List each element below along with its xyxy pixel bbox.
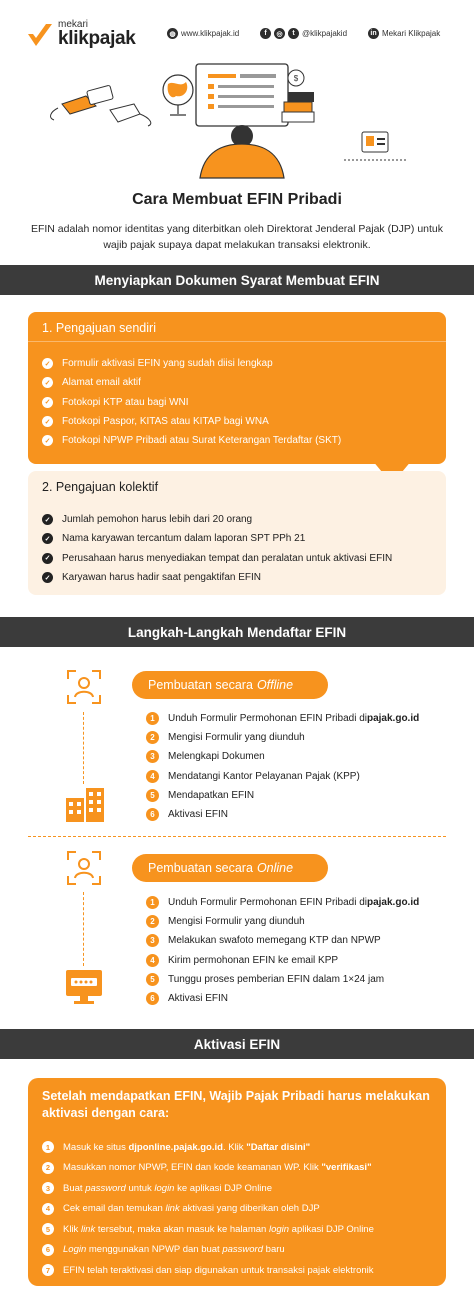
collective-requirement-text: Jumlah pemohon harus lebih dari 20 orang	[62, 514, 253, 526]
checkmark-icon: ✓	[42, 416, 53, 427]
activation-step-fragment: "Daftar disini"	[246, 1141, 311, 1153]
step-number-badge: 3	[146, 934, 159, 947]
step-number-badge: 6	[42, 1244, 54, 1256]
activation-box	[28, 1078, 446, 1286]
activation-step-fragment: tersebut, maka akan masuk ke halaman	[95, 1223, 269, 1235]
activation-step-text	[63, 1183, 272, 1194]
activation-step-text	[63, 1224, 374, 1235]
activation-step-fragment: Buat	[63, 1182, 86, 1194]
activation-step-text	[63, 1203, 320, 1214]
activation-step-fragment: link	[80, 1223, 96, 1235]
social-links[interactable]	[260, 28, 347, 39]
offline-step	[146, 728, 419, 747]
person-scan-icon	[66, 669, 102, 705]
online-form-monitor-icon	[64, 968, 104, 1006]
online-step-text: Kirim permohonan EFIN ke email KPP	[168, 954, 339, 966]
activation-step-fragment: ke aplikasi DJP Online	[174, 1182, 272, 1194]
collective-requirement-item	[42, 549, 392, 568]
offline-step	[146, 767, 419, 786]
online-step-text: Mengisi Formulir yang diunduh	[168, 916, 305, 928]
person-illustration-icon	[200, 125, 284, 178]
online-method-pill	[132, 854, 328, 882]
activation-step-fragment: . Klik	[222, 1141, 247, 1153]
individual-requirement-text: Alamat email aktif	[62, 377, 141, 389]
activation-step-fragment: login	[268, 1223, 290, 1235]
individual-requirement-item	[42, 393, 341, 412]
offline-step-text: Aktivasi EFIN	[168, 809, 229, 821]
website-link[interactable]	[167, 28, 239, 39]
online-step-text: Unduh Formulir Permohonan EFIN Pribadi di	[168, 897, 367, 909]
step-number-badge: 5	[146, 789, 159, 802]
collective-requirements-list	[42, 510, 392, 587]
individual-requirement-text: Fotokopi KTP atau bagi WNI	[62, 396, 189, 408]
logo-small-text: mekari	[58, 19, 89, 30]
activation-step-fragment: Klik	[63, 1223, 81, 1235]
activation-step-fragment: Cek email dan temukan	[63, 1203, 166, 1215]
activation-steps-list	[42, 1137, 374, 1281]
facebook-icon: f	[260, 28, 271, 39]
checkmark-icon: ✓	[42, 572, 53, 583]
social-handle-text: @klikpajakid	[302, 29, 348, 38]
id-card-illustration-icon	[344, 132, 408, 160]
step-number-badge: 6	[146, 808, 159, 821]
activation-step	[42, 1137, 374, 1158]
online-step-text: Aktivasi EFIN	[168, 993, 229, 1005]
activation-step-fragment: djponline.pajak.go.id	[128, 1141, 223, 1153]
individual-requirement-item	[42, 431, 341, 450]
offline-pill-mode: Offline	[256, 678, 294, 692]
individual-requirement-item	[42, 373, 341, 392]
step-number-badge: 1	[146, 712, 159, 725]
activation-step-fragment: password	[222, 1244, 264, 1256]
activation-step-text	[63, 1142, 310, 1153]
klikpajak-check-logo-icon	[26, 22, 54, 48]
online-step	[146, 931, 419, 950]
activation-step-fragment: aplikasi DJP Online	[289, 1223, 374, 1235]
online-step	[146, 951, 419, 970]
activation-step-fragment: login	[154, 1182, 175, 1194]
step-number-badge: 1	[146, 896, 159, 909]
offline-step-text: Mendapatkan EFIN	[168, 789, 255, 801]
activation-step-text	[63, 1265, 374, 1276]
offline-step	[146, 786, 419, 805]
online-step	[146, 893, 419, 912]
activation-step	[42, 1260, 374, 1281]
website-text: www.klikpajak.id	[181, 29, 240, 38]
activation-lead: Setelah mendapatkan EFIN, Wajib Pajak Pribadi harus melakukan aktivasi dengan cara:	[42, 1089, 430, 1120]
collective-requirement-text: Perusahaan harus menyediakan tempat dan peralatan untuk aktivasi EFIN	[62, 552, 393, 564]
person-scan-icon	[66, 850, 102, 886]
checkmark-icon: ✓	[42, 514, 53, 525]
instagram-icon: ◎	[274, 28, 285, 39]
checkmark-icon: ✓	[42, 358, 53, 369]
activation-step-fragment: baru	[263, 1244, 285, 1256]
activation-step	[42, 1178, 374, 1199]
section-heading-activation: Aktivasi EFIN	[0, 1029, 474, 1059]
activation-step-fragment: Masukkan nomor NPWP, EFIN dan kode keamanan WP. Klik	[63, 1162, 322, 1174]
individual-requirements-box	[28, 312, 446, 464]
step-number-badge: 2	[42, 1162, 54, 1174]
online-step	[146, 989, 419, 1008]
activation-step-fragment: aktivasi yang diberikan oleh DJP	[179, 1203, 320, 1215]
intro-paragraph: EFIN adalah nomor identitas yang diterbitkan oleh Direktorat Jenderal Pajak (DJP) untuk wajib pajak supaya dapat melakukan transaksi elektronik.	[30, 223, 444, 251]
step-number-badge: 2	[146, 915, 159, 928]
offline-step-text: Mengisi Formulir yang diunduh	[168, 732, 305, 744]
online-connector-line	[83, 892, 84, 966]
step-number-badge: 1	[42, 1141, 54, 1153]
collective-title: 2. Pengajuan kolektif	[42, 480, 159, 494]
online-steps-list	[146, 893, 419, 1008]
globe-icon: ◍	[167, 28, 178, 39]
activation-step-text	[63, 1162, 372, 1173]
activation-step-fragment: EFIN telah teraktivasi dan siap digunakan untuk transaksi pajak elektronik	[63, 1264, 374, 1276]
activation-step-fragment: password	[85, 1182, 126, 1194]
offline-step-link: pajak.go.id	[366, 713, 420, 725]
hands-card-illustration-icon	[51, 85, 151, 126]
activation-step-fragment: untuk	[125, 1182, 155, 1194]
step-number-badge: 3	[42, 1182, 54, 1194]
online-step	[146, 912, 419, 931]
activation-step-fragment: Masuk ke situs	[63, 1141, 129, 1153]
offline-steps-list	[146, 709, 419, 824]
individual-requirement-text: Formulir aktivasi EFIN yang sudah diisi lengkap	[62, 358, 273, 370]
activation-step	[42, 1219, 374, 1240]
section-heading-steps: Langkah-Langkah Mendaftar EFIN	[0, 617, 474, 647]
activation-step-fragment: "verifikasi"	[321, 1162, 372, 1174]
step-number-badge: 4	[146, 954, 159, 967]
checkmark-icon: ✓	[42, 377, 53, 388]
step-number-badge: 5	[42, 1223, 54, 1235]
individual-requirement-item	[42, 354, 341, 373]
step-number-badge: 7	[42, 1264, 54, 1276]
linkedin-link[interactable]	[368, 28, 440, 39]
checkmark-icon: ✓	[42, 553, 53, 564]
activation-step-fragment: Login	[63, 1244, 87, 1256]
individual-requirement-text: Fotokopi NPWP Pribadi atau Surat Keterangan Terdaftar (SKT)	[62, 435, 342, 447]
twitter-icon: t	[288, 28, 299, 39]
globe-illustration-icon	[163, 75, 193, 115]
offline-step	[146, 709, 419, 728]
individual-requirements-list	[42, 354, 341, 450]
activation-step-fragment: link	[165, 1203, 180, 1215]
online-step-link: pajak.go.id	[366, 897, 420, 909]
collective-requirement-item	[42, 510, 392, 529]
activation-step-text	[63, 1244, 285, 1255]
checkmark-icon: ✓	[42, 397, 53, 408]
step-number-badge: 5	[146, 973, 159, 986]
step-number-badge: 4	[146, 770, 159, 783]
step-number-badge: 6	[146, 992, 159, 1005]
step-number-badge: 4	[42, 1203, 54, 1215]
offline-step-text: Unduh Formulir Permohonan EFIN Pribadi di	[168, 713, 367, 725]
checkmark-icon: ✓	[42, 533, 53, 544]
online-pill-mode: Online	[256, 861, 294, 875]
individual-requirement-text: Fotokopi Paspor, KITAS atau KITAP bagi WNA	[62, 416, 269, 428]
header	[0, 0, 474, 62]
online-step	[146, 970, 419, 989]
collective-requirement-text: Karyawan harus hadir saat pengaktifan EFIN	[62, 572, 261, 584]
activation-step	[42, 1240, 374, 1261]
activation-step-fragment: menggunakan NPWP dan buat	[86, 1244, 223, 1256]
office-building-icon	[64, 786, 106, 824]
activation-step	[42, 1199, 374, 1220]
collective-requirements-box	[28, 471, 446, 595]
collective-requirement-item	[42, 568, 392, 587]
offline-method-pill	[132, 671, 328, 699]
activation-step	[42, 1158, 374, 1179]
online-pill-prefix: Pembuatan secara	[148, 861, 253, 875]
offline-connector-line	[83, 712, 84, 784]
hero-illustration	[0, 60, 474, 180]
section-divider-dashed	[28, 836, 446, 837]
logo-wordmark: klikpajak	[58, 28, 136, 49]
checkmark-icon: ✓	[42, 435, 53, 446]
svg-text:$: $	[293, 74, 299, 83]
offline-step	[146, 747, 419, 766]
section-heading-documents: Menyiapkan Dokumen Syarat Membuat EFIN	[0, 265, 474, 295]
offline-step-text: Mendatangi Kantor Pelayanan Pajak (KPP)	[168, 770, 360, 782]
collective-requirement-item	[42, 529, 392, 548]
individual-requirement-item	[42, 412, 341, 431]
offline-step-text: Melengkapi Dokumen	[168, 751, 265, 763]
online-step-text: Melakukan swafoto memegang KTP dan NPWP	[168, 935, 381, 947]
step-number-badge: 2	[146, 731, 159, 744]
offline-pill-prefix: Pembuatan secara	[148, 678, 253, 692]
linkedin-text: Mekari Klikpajak	[382, 29, 441, 38]
page-title: Cara Membuat EFIN Pribadi	[132, 191, 342, 208]
linkedin-icon: in	[368, 28, 379, 39]
offline-step	[146, 805, 419, 824]
step-number-badge: 3	[146, 750, 159, 763]
individual-title: 1. Pengajuan sendiri	[42, 321, 156, 335]
online-step-text: Tunggu proses pemberian EFIN dalam 1×24 jam	[168, 973, 385, 985]
monitor-illustration-icon	[196, 64, 288, 126]
collective-requirement-text: Nama karyawan tercantum dalam laporan SPT PPh 21	[62, 533, 306, 545]
